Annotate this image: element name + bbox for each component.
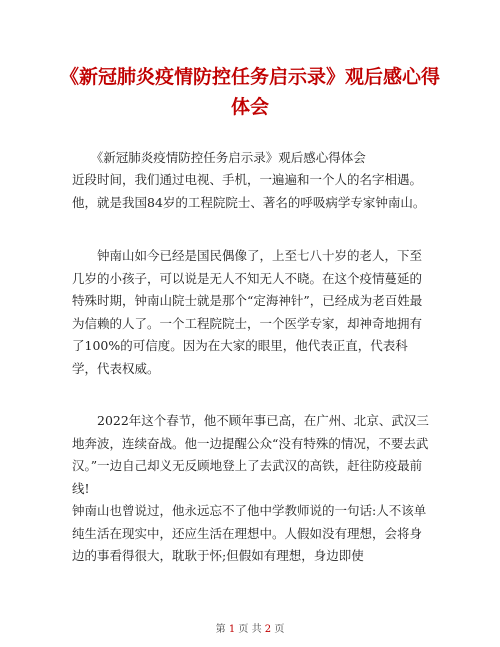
title-line-2: 体会	[230, 96, 269, 118]
page-footer	[0, 620, 500, 635]
footer-page-number: 1	[228, 624, 236, 635]
document-title	[40, 62, 460, 122]
paragraph-teacher-quote: 钟南山也曾说过，他永远忘不了他中学教师说的一句话:人不该单纯生活在现实中，还应生活在理想中。人假如没有理想，会将身边的事看得很大，耽耿于怀;但假如有理想，身边即使	[72, 503, 427, 563]
paragraph-subtitle: 《新冠肺炎疫情防控任务启示录》观后感心得体会	[72, 150, 366, 165]
paragraph-spring-festival: 2022年这个春节，他不顾年事已高，在广州、北京、武汉三地奔波，连续奋战。他一边提醒公众“没有特殊的情况，不要去武汉。”一边自己却义无反顾地登上了去武汉的高铁，赶往防疫最前线!	[72, 413, 429, 496]
title-line-1: 《新冠肺炎疫情防控任务启示录》观后感心得	[59, 66, 440, 88]
footer-prefix: 第	[215, 624, 226, 635]
footer-suffix: 页	[274, 624, 285, 635]
paragraph-zhong-idol: 钟南山如今已经是国民偶像了，上至七八十岁的老人，下至几岁的小孩子，可以说是无人不知无人不晓。在这个疫情蔓延的特殊时期，钟南山院士就是那个“定海神针”，已经成为老百姓最为信赖的人了。一个工程院院士，一个医学专家，却神奇地拥有了100%的可信度。因为在大家的眼里，他代表正直，代表科学，代表权威。	[72, 248, 423, 376]
footer-middle: 页 共	[238, 624, 262, 635]
footer-total-pages: 2	[264, 624, 272, 635]
paragraph-intro: 近段时间，我们通过电视、手机，一遍遍和一个人的名字相遇。他，就是我国84岁的工程院院士、著名的呼吸病学专家钟南山。	[72, 172, 426, 210]
